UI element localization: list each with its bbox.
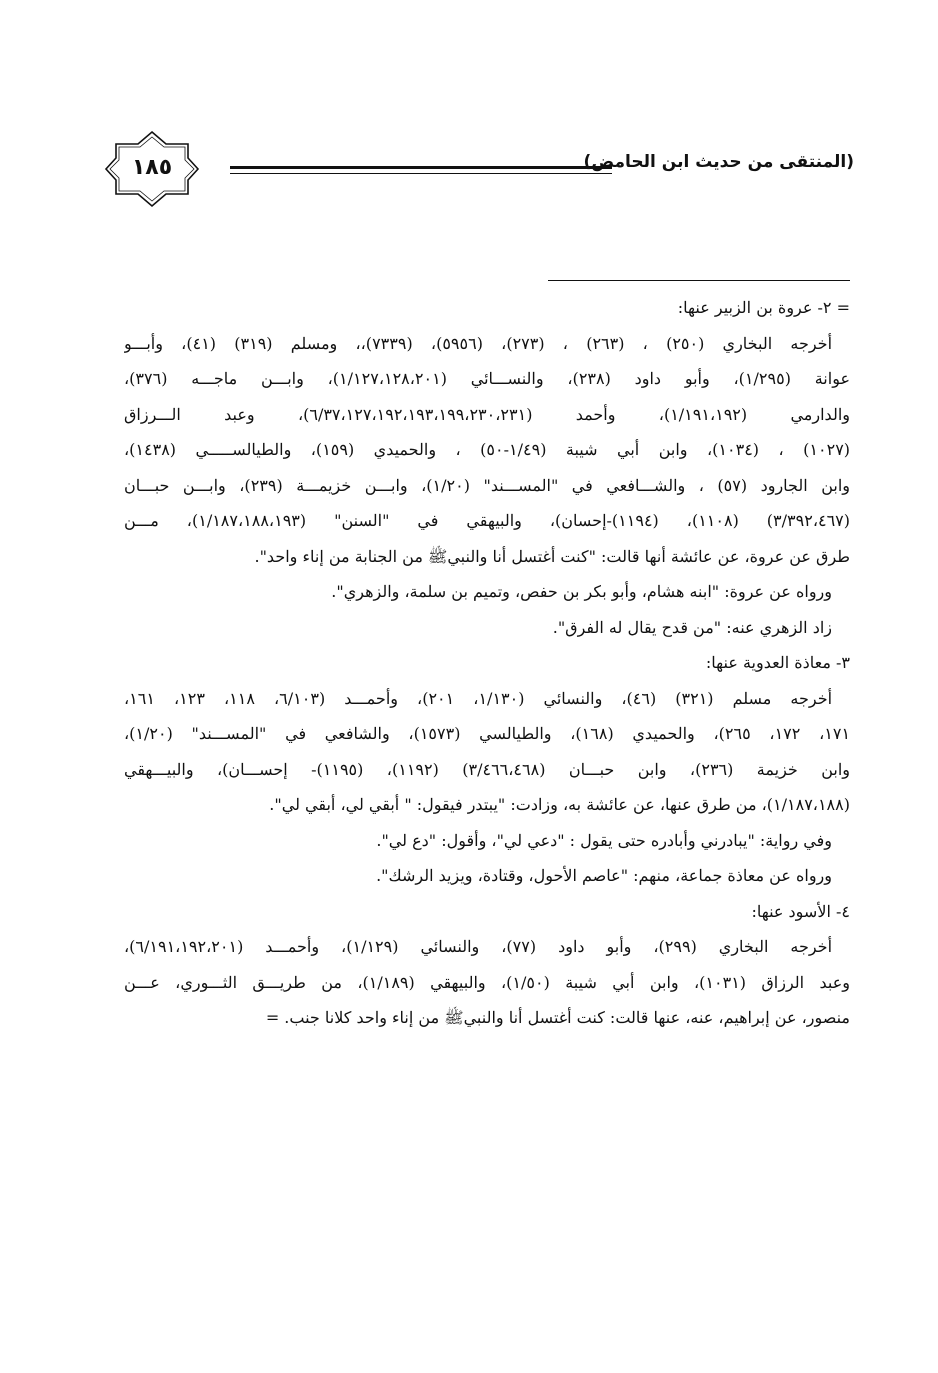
text-line: ورواه عن معاذة جماعة، منهم: "عاصم الأحول، وقتادة، ويزيد الرشك". (376, 866, 832, 885)
page-number-badge (104, 130, 200, 208)
text-line: وعبد الرزاق (١٠٣١)، وابن أبي شيبة (١/٥٠)، والبيهقي (١/١٨٩)، من طريـــق الثـــوري، عـــن (124, 972, 850, 992)
text-line: وفي رواية: "يبادرني وأبادره حتى يقول : "دعي لي"، وأقول: "دع لي". (376, 830, 832, 850)
text-line: منصور، عن إبراهيم، عنه، عنها قالت: كنت أغتسل أنا والنبيﷺ من إناء واحد كلانا جنب. = (265, 1008, 850, 1027)
footnote-text (124, 290, 850, 1036)
page-number: ١٨٥ (131, 155, 173, 180)
text-line: أخرجه مسلم (٣٢١) (٤٦)، والنسائي (١/١٣٠، ٢٠١)، وأحمـــد (٦/١٠٣، ١١٨، ١٢٣، ١٦١، (124, 688, 833, 708)
page-header (104, 130, 854, 210)
text-line: (١/١٨٧،١٨٨)، من طرق عنها، عن عائشة به، وزادت: "يبتدر فيقول: " أبقي لي، أبقي لي". (269, 795, 850, 814)
text-line: وابن خزيمة (٢٣٦)، وابن حبـــان (٣/٤٦٦،٤٦٨) (١١٩٢)، (١١٩٥)- إحســـان)، والبيـــهقي (124, 759, 850, 779)
text-line: والدارمي (١/١٩١،١٩٢)، وأحمد (٦/٣٧،١٢٧،١٩٢،١٩٣،١٩٩،٢٣٠،٢٣١)، وعبد الـــرزاق (124, 404, 850, 424)
text-line: أخرجه البخاري (٢٥٠) ، (٢٦٣) ، (٢٧٣)، (٥٩٥٦)، (٧٣٣٩)،، ومسلم (٣١٩) (٤١)، وأبـــو (124, 333, 833, 353)
text-line: زاد الزهري عنه: "من قدح يقال له الفرق". (552, 617, 832, 637)
text-line: وابن الجارود (٥٧) ، والشـــافعي في "المســـند" (١/٢٠)، وابـــن خزيمـــة (٢٣٩)، وابـــن حبـــان (124, 475, 850, 495)
section-heading: = ٢- عروة بن الزبير عنها: (677, 298, 850, 317)
text-line: أخرجه البخاري (٢٩٩)، وأبو داود (٧٧)، والنسائي (١/١٢٩)، وأحمـــد (٦/١٩١،١٩٢،٢٠١)، (124, 937, 833, 956)
text-line: (٣/٣٩٢،٤٦٧) (١١٠٨)، (١١٩٤)-إحسان)، والبيهقي في "السنن" (١/١٨٧،١٨٨،١٩٣)، مـــن (124, 511, 850, 530)
section-heading: ٣- معاذة العدوية عنها: (705, 653, 850, 672)
text-line: ورواه عن عروة: "ابنه هشام، وأبو بكر بن حفص، وتميم بن سلمة، والزهري". (331, 582, 832, 601)
book-title: (المنتقى من حديث ابن الحامض) (583, 152, 854, 172)
text-line: طرق عن عروة، عن عائشة أنها قالت: "كنت أغتسل أنا والنبيﷺ من الجنابة من إناء واحد". (254, 546, 850, 566)
text-line: (١٠٢٧) ، (١٠٣٤)، وابن أبي شيبة (١/٤٩-٥٠) ، والحميدي (١٥٩)، والطيالســـــي (١٤٣٨)، (124, 440, 850, 459)
footnote-separator (548, 280, 850, 281)
text-line: عوانة (١/٢٩٥)، وأبو داود (٢٣٨)، والنســـائي (١/١٢٧،١٢٨،٢٠١)، وابـــن ماجـــه (٣٧٦)، (124, 369, 850, 388)
text-line: ١٧١، ١٧٢، ٢٦٥)، والحميدي (١٦٨)، والطيالسي (١٥٧٣)، والشافعي في "المســـند" (١/٢٠)، (124, 724, 850, 743)
section-heading: ٤- الأسود عنها: (751, 901, 850, 921)
header-rule (230, 166, 612, 174)
